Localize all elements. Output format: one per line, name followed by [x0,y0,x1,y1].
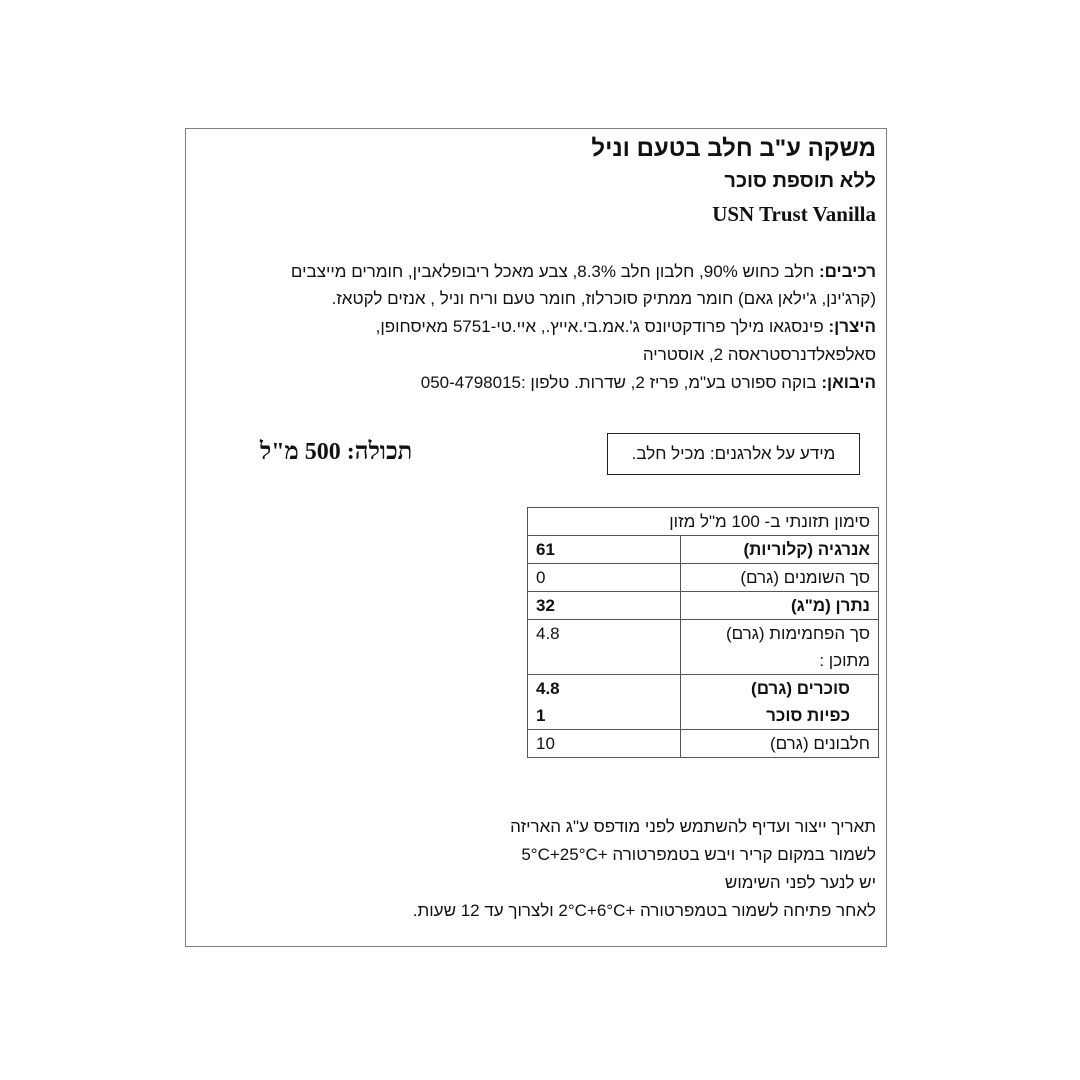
nutrition-row [528,675,879,703]
nutrition-row [528,564,879,592]
nutrient-value: 4.8 [528,620,681,648]
nutrient-name: סך הפחמימות (גרם) [681,620,879,648]
ingredients-line-1 [291,258,876,285]
nutrition-row [528,592,879,620]
nutrient-name: אנרגיה (קלוריות) [681,536,879,564]
nutrition-header: סימון תזונתי ב- 100 מ"ל מזון [528,508,879,536]
nutrient-name: נתרן (מ"ג) [681,592,879,620]
importer-label: היבואן: [821,373,876,392]
product-english-name: USN Trust Vanilla [712,202,876,226]
nutrition-row [528,730,879,758]
nutrition-header-row [528,508,879,536]
ingredients-label: רכיבים: [818,262,876,281]
allergen-box: מידע על אלרגנים: מכיל חלב. [607,433,860,475]
ingredients-text-1: חלב כחוש 90%, חלבון חלב 8.3%, צבע מאכל ריבופלאבין, חומרים מייצבים [290,262,819,281]
footer-line-4: לאחר פתיחה לשמור בטמפרטורה +2°C+6°C ולצרוך עד 12 שעות. [412,901,876,920]
manufacturer-text-2: סאלפאלדנרסטראסה 2, אוסטריה [642,345,876,364]
nutrition-row [528,647,879,675]
nutrition-row [528,536,879,564]
manufacturer-text-1: פינסגאו מילך פרודקטיונס ג'.אמ.בי.אייץ., איי.טי-5751 מאיסחופן, [375,317,829,336]
storage-instructions [413,813,876,925]
product-title: משקה ע"ב חלב בטעם וניל [591,135,876,162]
manufacturer-label: היצרן: [828,317,876,336]
nutrient-value: 32 [528,592,681,620]
manufacturer-line-1 [376,313,876,340]
footer-line-2: לשמור במקום קריר ויבש בטמפרטורה +5°C+25°C [521,845,876,864]
product-subtitle: ללא תוספת סוכר [724,170,876,192]
nutrition-row [528,620,879,648]
nutrient-value [528,647,681,675]
nutrient-value: 4.8 [528,675,681,703]
nutrition-row [528,702,879,730]
nutrient-value: 10 [528,730,681,758]
nutrient-value: 0 [528,564,681,592]
nutrient-value: 1 [528,702,681,730]
product-label [185,128,887,947]
nutrient-name: סוכרים (גרם) [681,675,879,703]
nutrient-name: חלבונים (גרם) [681,730,879,758]
footer-line-3: יש לנער לפני השימוש [724,873,876,892]
nutrient-name: מתוכן : [681,647,879,675]
nutrient-name: סך השומנים (גרם) [681,564,879,592]
nutrient-value: 61 [528,536,681,564]
importer-text: בוקה ספורט בע"מ, פריז 2, שדרות. טלפון :050-4798015 [420,373,822,392]
importer-line [421,369,876,396]
nutrition-table [527,507,879,758]
volume-label: תכולה: 500 מ"ל [260,439,413,465]
ingredients-text-2: (קרג'ינן, ג'ילאן גאם) חומר ממתיק סוכרלוז, חומר טעם וריח וניל , אנזים לקטאז. [331,289,876,308]
nutrient-name: כפיות סוכר [681,702,879,730]
footer-line-1: תאריך ייצור ועדיף להשתמש לפני מודפס ע"ג האריזה [510,817,876,836]
